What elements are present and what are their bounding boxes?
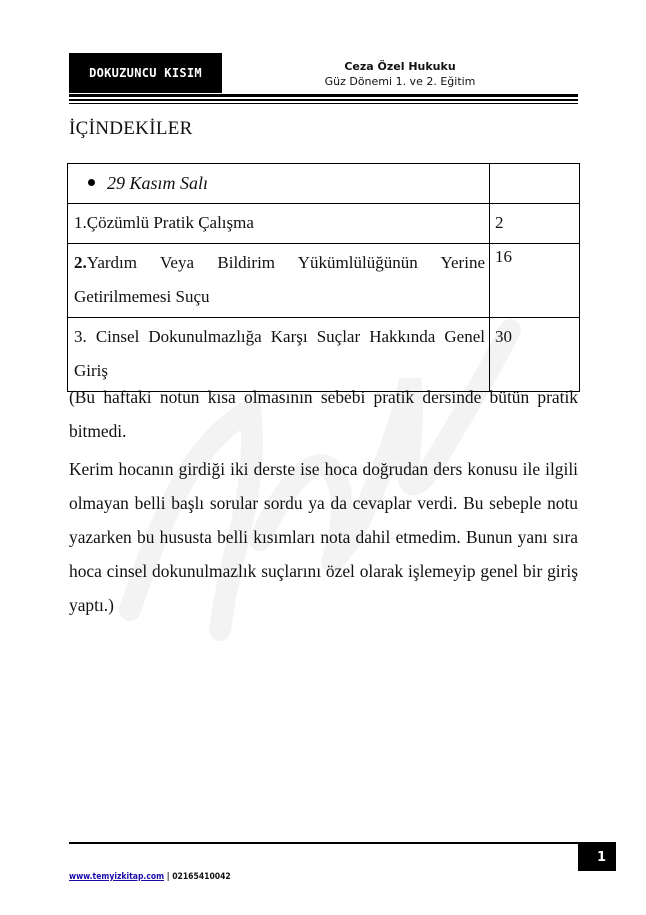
paragraph: Kerim hocanın girdiği iki derste ise hoca doğrudan ders konusu ile ilgili olmayan belli başlı sorular sordu ya da cevaplar verdi. Bu sebeple notu yazarken bu hususta belli kısımları nota dahil etmedim. Bunun yanı sıra hoca cinsel dokunulmazlık suçlarını özel olarak işlemeyip genel bir giriş yaptı.) xyxy=(69,459,578,615)
table-row xyxy=(68,204,580,244)
header-rule xyxy=(69,94,578,97)
footer-contact xyxy=(69,872,231,882)
toc-title: İÇİNDEKİLER xyxy=(69,118,193,139)
website-link[interactable]: www.temyizkitap.com xyxy=(69,872,165,882)
course-title: Ceza Özel Hukuku xyxy=(344,60,456,73)
toc-table xyxy=(67,163,580,392)
toc-entry-label: 3. Cinsel Dokunulmazlığa Karşı Suçlar Hakkında Genel Giriş xyxy=(74,327,485,380)
toc-page: 16 xyxy=(490,244,580,318)
toc-date: 29 Kasım Salı xyxy=(107,173,209,193)
toc-page: 30 xyxy=(490,318,580,392)
phone-number: 02165410042 xyxy=(172,872,231,882)
toc-page: 2 xyxy=(490,204,580,244)
toc-entry[interactable] xyxy=(68,204,490,244)
section-label: DOKUZUNCU KISIM xyxy=(69,53,222,93)
toc-entry[interactable] xyxy=(68,244,490,318)
page-number: 1 xyxy=(578,843,616,871)
course-header xyxy=(300,60,500,89)
footer-rule xyxy=(69,842,616,844)
toc-entry-number: 2. xyxy=(74,253,87,272)
bullet-icon xyxy=(88,179,95,186)
toc-entry-label: 1.Çözümlü Pratik Çalışma xyxy=(74,213,254,232)
footer-separator: | xyxy=(166,872,170,882)
header-rule xyxy=(69,99,578,101)
table-row xyxy=(68,244,580,318)
toc-entry-label: Yardım Veya Bildirim Yükümlülüğünün Yerine Getirilmemesi Suçu xyxy=(74,253,485,306)
paragraph: (Bu haftaki notun kısa olmasının sebebi pratik dersinde bütün pratik bitmedi. xyxy=(69,387,578,441)
toc-date-cell xyxy=(68,164,490,204)
header-rule xyxy=(69,103,578,104)
course-subtitle: Güz Dönemi 1. ve 2. Eğitim xyxy=(324,75,476,88)
toc-empty-cell xyxy=(490,164,580,204)
body-text xyxy=(69,380,578,626)
toc-date-row xyxy=(68,164,580,204)
